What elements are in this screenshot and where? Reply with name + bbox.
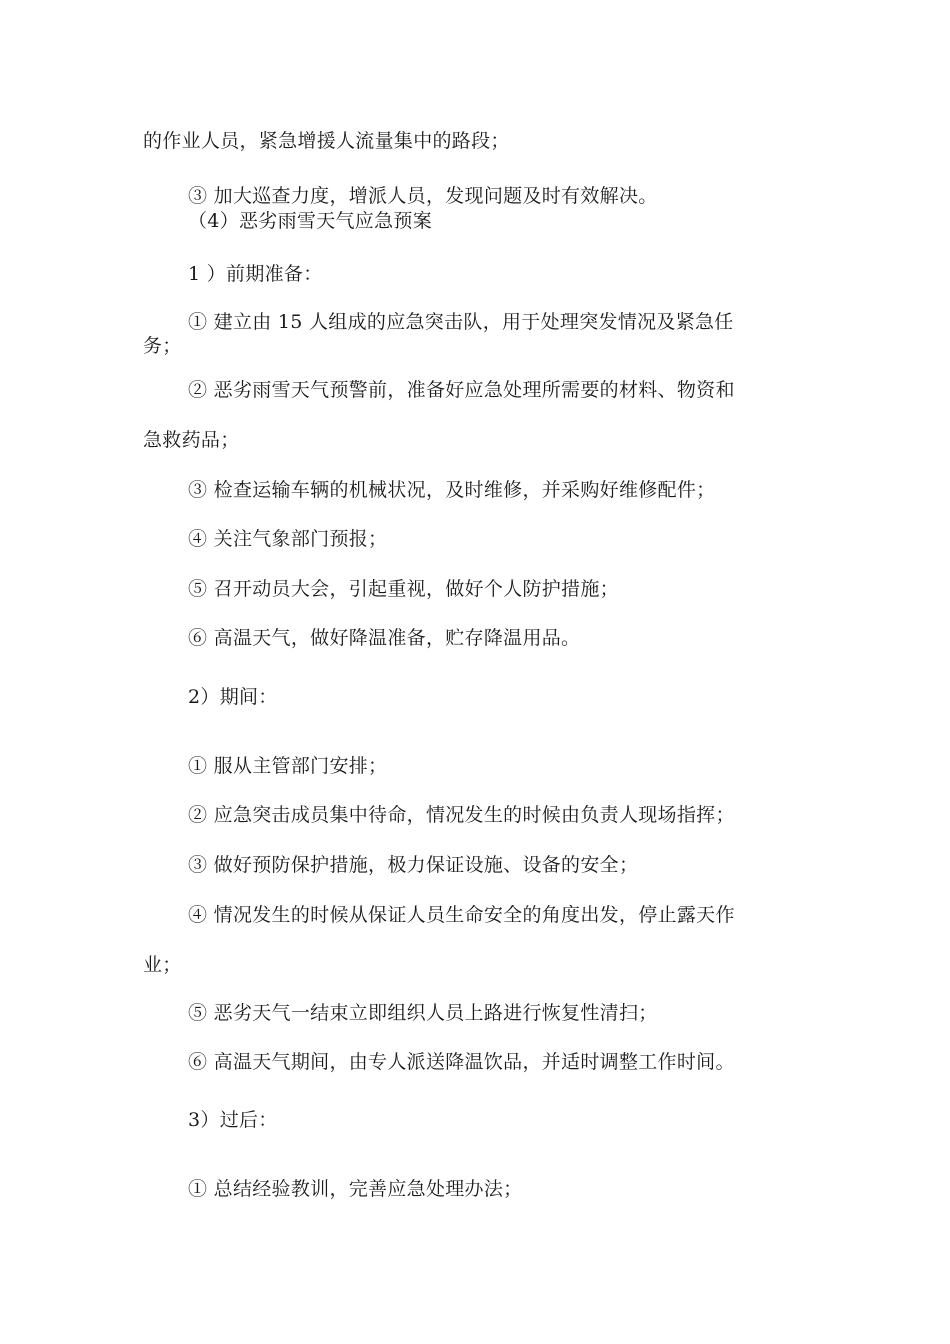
subsection-heading: 2）期间： <box>188 686 278 708</box>
subsection-heading: 3）过后： <box>188 1109 278 1131</box>
list-item: ① 总结经验教训，完善应急处理办法； <box>188 1178 523 1200</box>
list-item: ④ 关注气象部门预报； <box>188 528 388 550</box>
paragraph-line: 急救药品； <box>143 429 240 451</box>
subsection-heading: 1 ）前期准备： <box>188 263 323 285</box>
list-item: ③ 做好预防保护措施，极力保证设施、设备的安全； <box>188 854 639 876</box>
list-item: ① 建立由 15 人组成的应急突击队，用于处理突发情况及紧急任 <box>188 311 734 333</box>
list-item: ⑥ 高温天气期间，由专人派送降温饮品，并适时调整工作时间。 <box>188 1051 735 1073</box>
paragraph-line: 务； <box>143 335 182 357</box>
paragraph-line: 的作业人员，紧急增援人流量集中的路段； <box>143 130 510 152</box>
list-item: ⑤ 召开动员大会，引起重视，做好个人防护措施； <box>188 578 619 600</box>
section-heading: （4）恶劣雨雪天气应急预案 <box>188 210 432 232</box>
list-item: ③ 加大巡查力度，增派人员，发现问题及时有效解决。 <box>188 185 658 207</box>
list-item: ④ 情况发生的时候从保证人员生命安全的角度出发，停止露天作 <box>188 904 735 926</box>
list-item: ① 服从主管部门安排； <box>188 755 388 777</box>
list-item: ⑤ 恶劣天气一结束立即组织人员上路进行恢复性清扫； <box>188 1002 658 1024</box>
paragraph-line: 业； <box>143 954 182 976</box>
list-item: ② 应急突击成员集中待命，情况发生的时候由负责人现场指挥； <box>188 804 735 826</box>
list-item: ⑥ 高温天气，做好降温准备，贮存降温用品。 <box>188 627 581 649</box>
list-item: ② 恶劣雨雪天气预警前，准备好应急处理所需要的材料、物资和 <box>188 379 735 401</box>
list-item: ③ 检查运输车辆的机械状况，及时维修，并采购好维修配件； <box>188 479 716 501</box>
